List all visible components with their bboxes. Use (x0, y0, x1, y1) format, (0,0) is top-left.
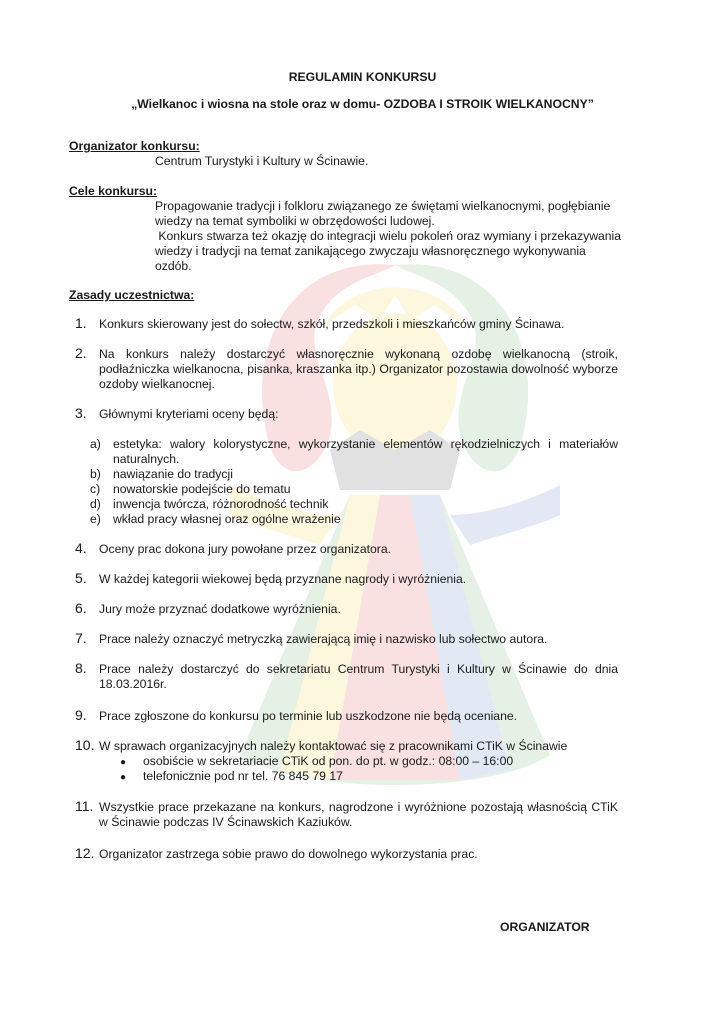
criterion-letter: e) (90, 512, 101, 526)
rule-text: Wszystkie prace przekazane na konkurs, nagrodzone i wyróżnione pozostają własnością CTiK w Ścinawie podczas IV Ścinawskich Kaziuków. (99, 800, 618, 829)
rule-text: Organizator zastrzega sobie prawo do dowolnego wykorzystania prac. (99, 847, 478, 861)
criterion-text: estetyka: walory kolorystyczne, wykorzystanie elementów rękodzielniczych i materiałów naturalnych. (113, 437, 618, 466)
rule-text: Głównymi kryteriami oceny będą: (99, 407, 279, 421)
criterion-letter: d) (90, 497, 101, 511)
rule-number: 7. (75, 630, 87, 646)
goals-line: wiedzy i tradycji na temat zanikającego zwyczaju własnoręcznego wykonywania (155, 244, 586, 258)
rules-heading: Zasady uczestnictwa: (69, 288, 195, 302)
criterion-letter: b) (90, 467, 101, 481)
contact-text: osobiście w sekretariacie CTiK od pon. do pt. w godz.: 08:00 – 16:00 (143, 754, 514, 768)
organizer-text: Centrum Turystyki i Kultury w Ścinawie. (155, 154, 369, 168)
rule-number: 12. (75, 845, 95, 861)
criterion-letter: c) (90, 482, 101, 496)
rule-number: 2. (75, 345, 87, 361)
bullet-icon: ● (120, 757, 127, 768)
rule-number: 11. (75, 798, 94, 814)
rule-number: 3. (75, 405, 87, 421)
criterion-text: inwencja twórcza, różnorodność technik (113, 497, 329, 511)
rule-text: W sprawach organizacyjnych należy kontaktować się z pracownikami CTiK w Ścinawie (99, 739, 568, 753)
goals-line: Propagowanie tradycji i folkloru związanego ze świętami wielkanocnymi, pogłębianie (155, 199, 611, 213)
rule-number: 8. (75, 660, 87, 676)
rule-text: Prace należy dostarczyć do sekretariatu Centrum Turystyki i Kultury w Ścinawie do dnia 18.03.2016r. (99, 662, 618, 691)
criterion-letter: a) (90, 437, 101, 451)
rule-text: Na konkurs należy dostarczyć własnoręcznie wykonaną ozdobę wielkanocną (stroik, podłaźniczka wielkanocna, pisanka, kraszanka itp.) Organizator pozostawia dowolność wyborze ozdoby wielkanocnej. (99, 347, 618, 391)
organizer-heading: Organizator konkursu: (69, 139, 200, 153)
rule-text: W każdej kategorii wiekowej będą przyznane nagrody i wyróżnienia. (99, 572, 467, 586)
rule-number: 4. (75, 540, 87, 556)
contact-text: telefonicznie pod nr tel. 76 845 79 17 (143, 769, 343, 783)
goals-line: wiedzy na temat symboliki w obrzędowości ludowej. (155, 214, 435, 228)
rule-text: Oceny prac dokona jury powołane przez organizatora. (99, 542, 391, 556)
document-title: REGULAMIN KONKURSU (288, 70, 437, 84)
document-subtitle: „Wielkanoc i wiosna na stole oraz w domu- OZDOBA I STROIK WIELKANOCNY” (131, 97, 594, 111)
rule-number: 6. (75, 600, 87, 616)
criterion-text: wkład pracy własnej oraz ogólne wrażenie (113, 512, 341, 526)
rule-number: 10. (75, 737, 95, 753)
rule-number: 9. (75, 707, 87, 723)
bullet-icon: ● (120, 772, 127, 783)
criterion-text: nawiązanie do tradycji (113, 467, 233, 481)
goals-line: Konkurs stwarza też okazję do integracji wielu pokoleń oraz wymiany i przekazywania (155, 229, 622, 243)
goals-heading: Cele konkursu: (69, 184, 158, 198)
goals-line: ozdób. (155, 259, 192, 273)
signature-organizer: ORGANIZATOR (500, 920, 590, 934)
rule-number: 5. (75, 570, 87, 586)
rule-text: Prace należy oznaczyć metryczką zawierającą imię i nazwisko lub sołectwo autora. (99, 632, 548, 646)
rule-text: Jury może przyznać dodatkowe wyróżnienia. (99, 602, 341, 616)
criterion-text: nowatorskie podejście do tematu (113, 482, 291, 496)
rule-text: Konkurs skierowany jest do sołectw, szkół, przedszkoli i mieszkańców gminy Ścinawa. (99, 317, 565, 331)
rule-number: 1. (75, 315, 87, 331)
rule-text: Prace zgłoszone do konkursu po terminie lub uszkodzone nie będą oceniane. (99, 709, 518, 723)
